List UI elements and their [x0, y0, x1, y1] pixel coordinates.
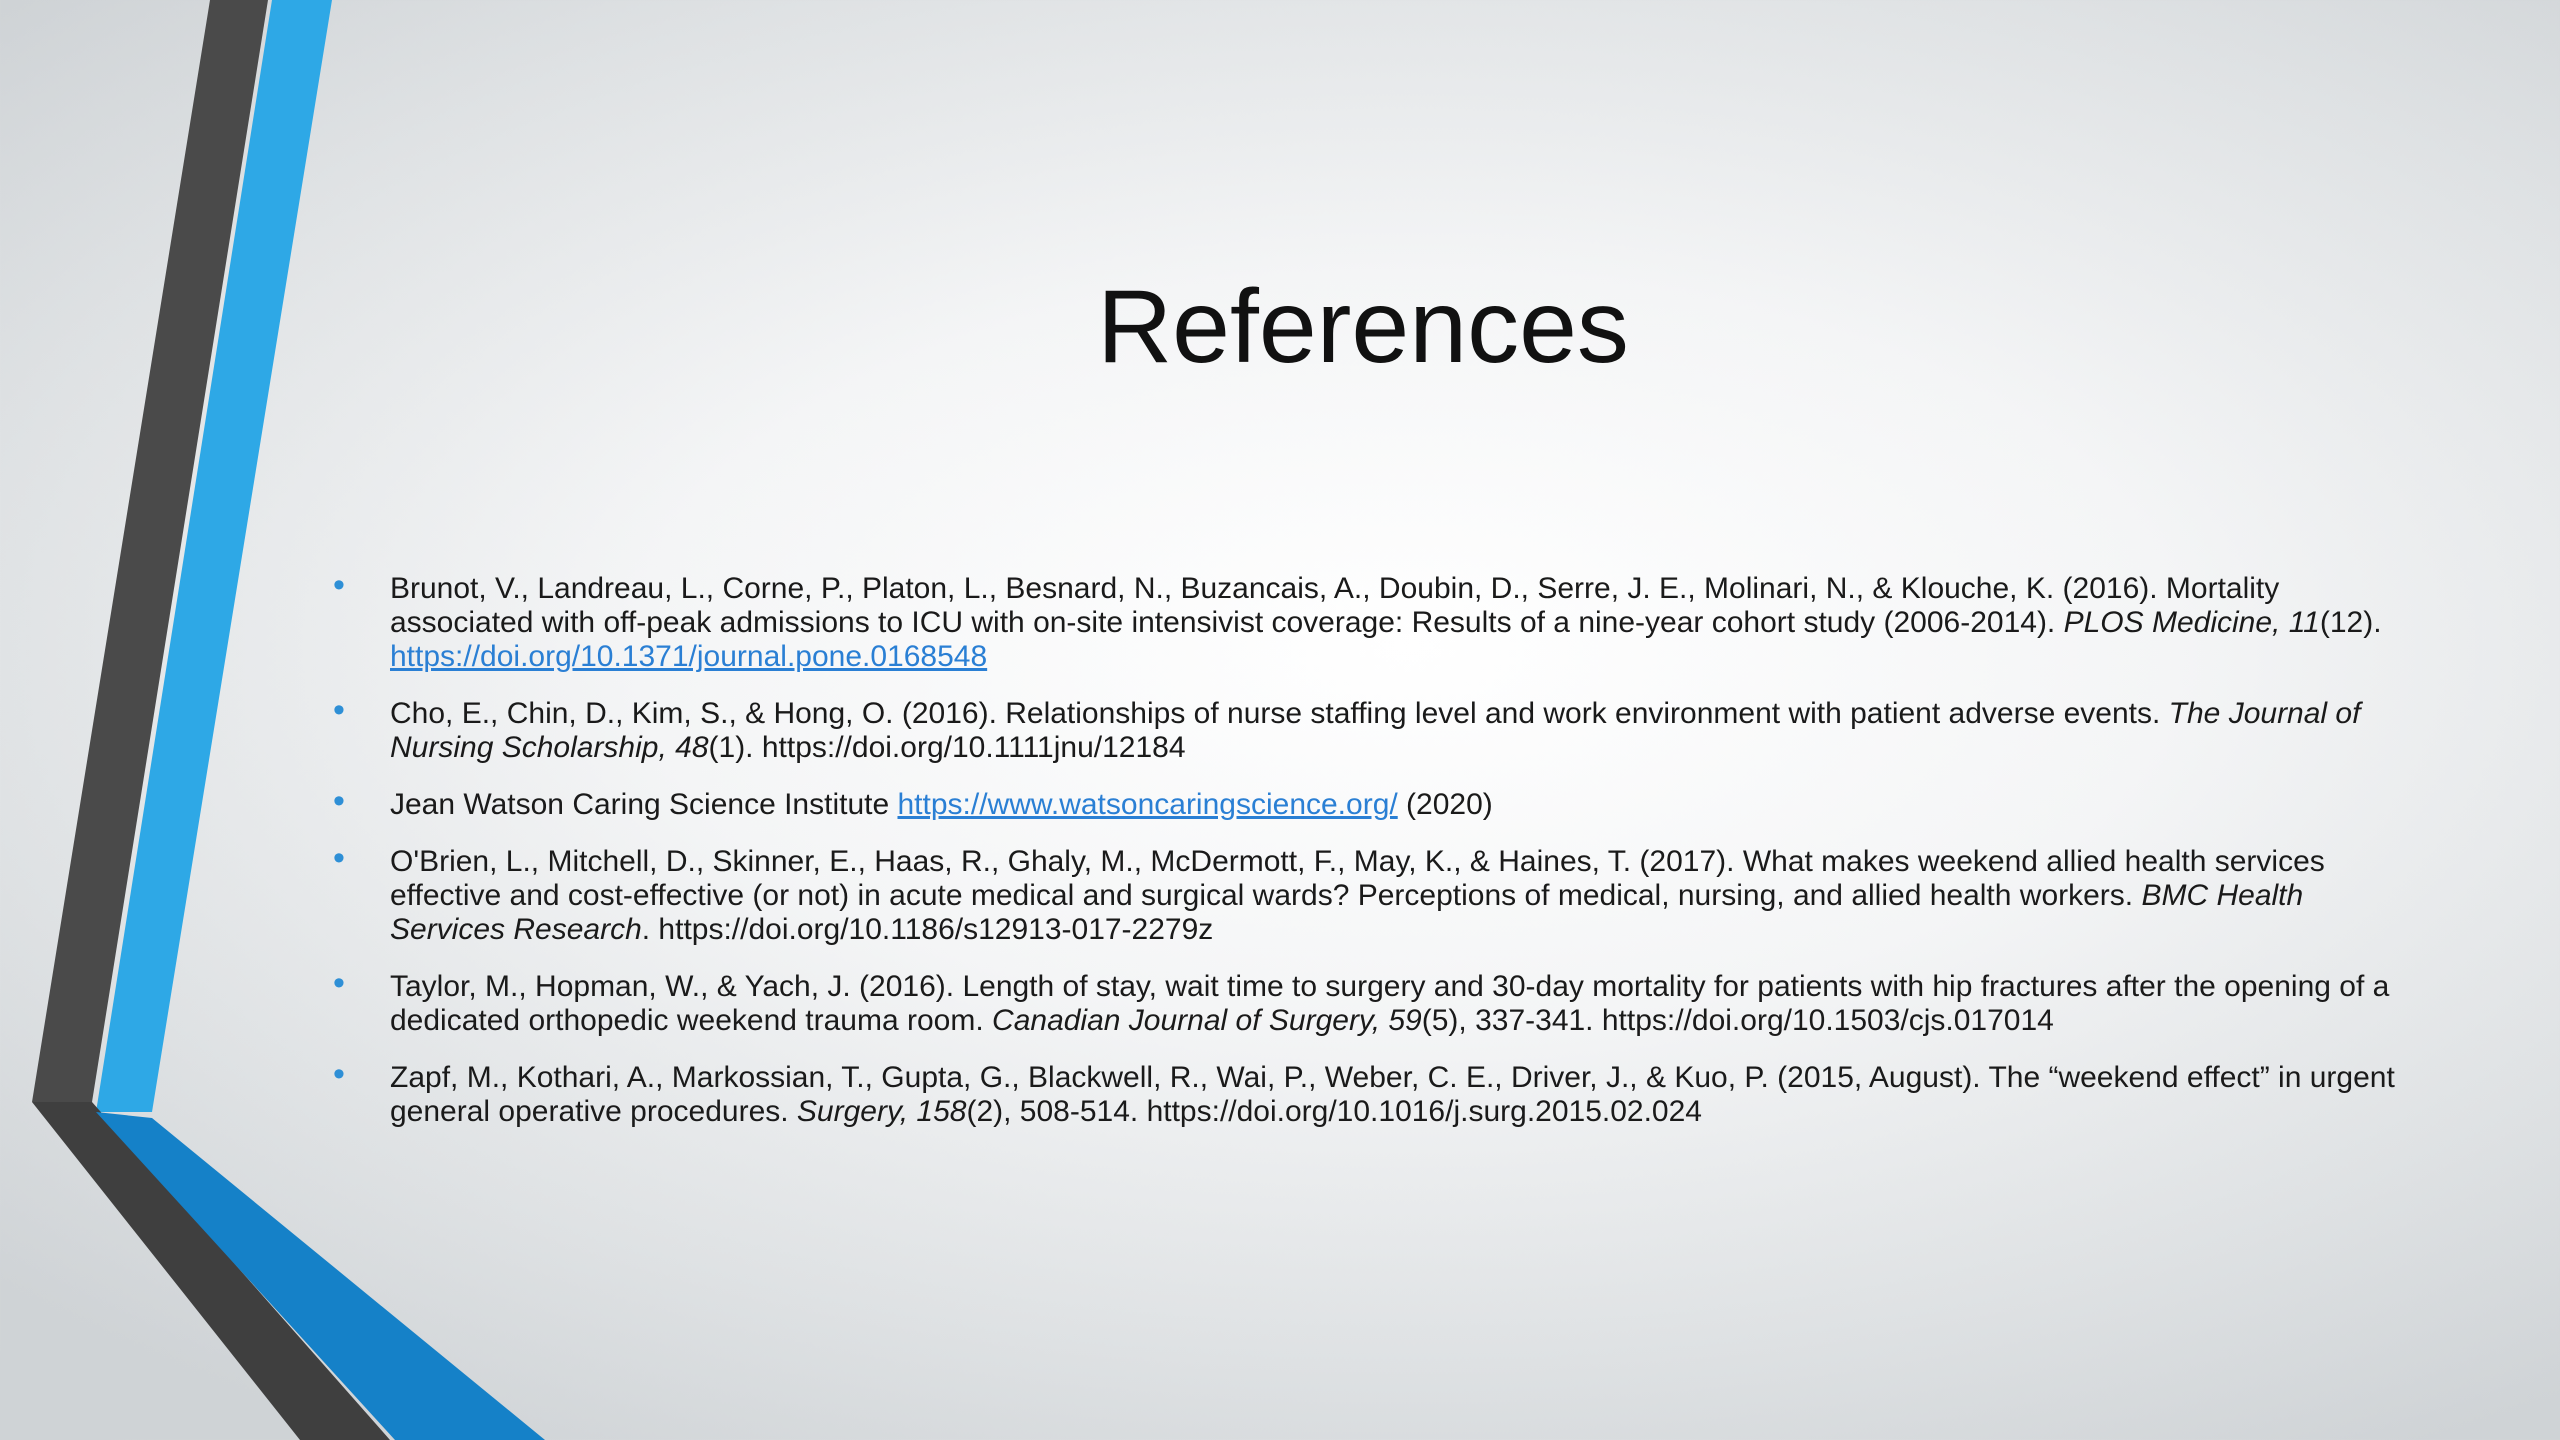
reference-text: . https://doi.org/10.1186/s12913-017-2279z — [641, 913, 1214, 946]
reference-item-2 — [333, 691, 2416, 765]
reference-journal: BMC Health Services Research — [390, 879, 2304, 946]
reference-text: Jean Watson Caring Science Institute — [390, 788, 898, 821]
reference-text: (1). https://doi.org/10.1111jnu/12184 — [708, 731, 1186, 764]
reference-item-5 — [333, 964, 2416, 1038]
bullet-icon: • — [333, 691, 345, 729]
bullet-icon: • — [333, 782, 345, 820]
reference-text: (2), 508-514. https://doi.org/10.1016/j.surg.2015.02.024 — [966, 1095, 1702, 1128]
reference-text: (12). — [2319, 606, 2382, 639]
bullet-icon: • — [333, 839, 345, 877]
reference-item-3 — [333, 782, 2416, 822]
bullet-icon: • — [333, 1055, 345, 1093]
reference-journal: Surgery, 158 — [796, 1095, 967, 1128]
reference-item-4 — [333, 839, 2416, 947]
bullet-icon: • — [333, 964, 345, 1002]
reference-text: Taylor, M., Hopman, W., & Yach, J. (2016). Length of stay, wait time to surgery and 30-day mortality for patients with hip fractures after the opening of a dedicated orthopedic weekend trauma room. — [390, 970, 2390, 1037]
reference-text: Zapf, M., Kothari, A., Markossian, T., Gupta, G., Blackwell, R., Wai, P., Weber, C. E., Driver, J., & Kuo, P. (2015, August). The “weekend effect” in urgent general operative procedures. — [390, 1061, 2395, 1128]
reference-item-6 — [333, 1055, 2416, 1129]
reference-text: (5), 337-341. https://doi.org/10.1503/cjs.017014 — [1421, 1004, 2054, 1037]
bullet-icon: • — [333, 566, 345, 604]
reference-text: O'Brien, L., Mitchell, D., Skinner, E., Haas, R., Ghaly, M., McDermott, F., May, K., & Haines, T. (2017). What makes weekend allied health services effective and cost-effective (or not) in acute medical and surgical wards? Perceptions of medical, nursing, and allied health workers. — [390, 845, 2325, 912]
reference-journal: The Journal of Nursing Scholarship, 48 — [390, 697, 2361, 764]
reference-journal: Canadian Journal of Surgery, 59 — [992, 1004, 1422, 1037]
slide-title: References — [1097, 269, 1629, 385]
reference-journal: PLOS Medicine, 11 — [2063, 606, 2320, 639]
reference-item-1 — [333, 566, 2416, 674]
reference-text: Brunot, V., Landreau, L., Corne, P., Platon, L., Besnard, N., Buzancais, A., Doubin, D., Serre, J. E., Molinari, N., & Klouche, K. (2016). Mortality associated with off-peak admissions to ICU with on-site intensivist coverage: Results of a nine-year cohort study (2006-2014). — [390, 572, 2280, 639]
reference-link[interactable]: https://www.watsoncaringscience.org/ — [897, 788, 1398, 821]
references-list — [333, 566, 2416, 1152]
reference-text: Cho, E., Chin, D., Kim, S., & Hong, O. (2016). Relationships of nurse staffing level and work environment with patient adverse events. — [390, 697, 2169, 730]
reference-link[interactable]: https://doi.org/10.1371/journal.pone.0168548 — [390, 640, 988, 673]
reference-text: (2020) — [1397, 788, 1493, 821]
